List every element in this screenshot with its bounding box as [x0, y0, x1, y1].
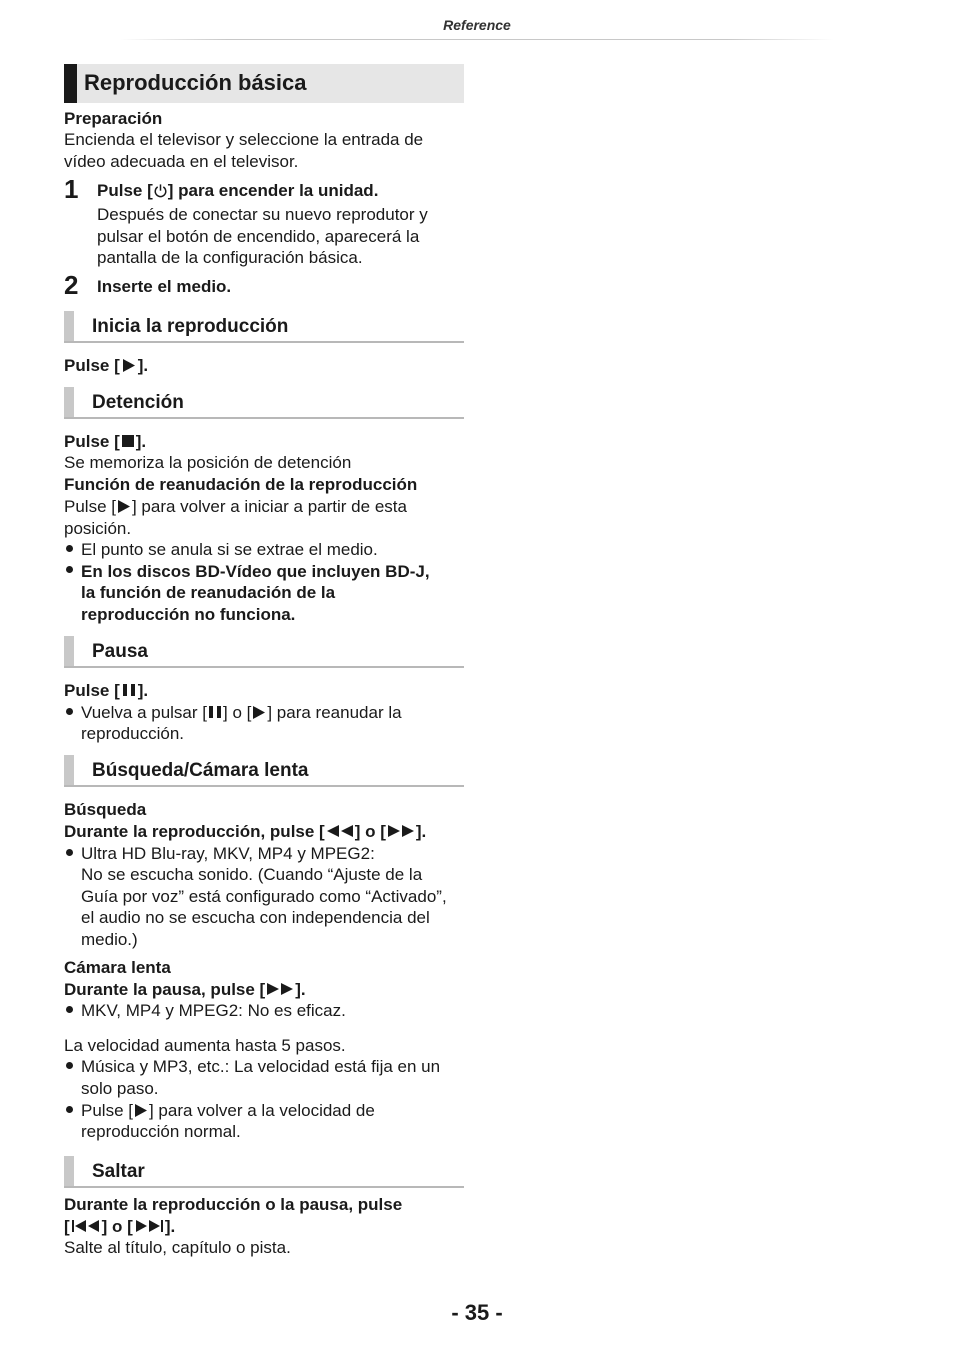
skip-forward-icon — [134, 1220, 164, 1232]
camara-bullet-1: MKV, MP4 y MPEG2: No es eficaz. — [81, 1001, 346, 1020]
busqueda-bullet-line-5: medio.) — [81, 930, 138, 949]
pausa-bullet-a: Vuelva a pulsar [ — [81, 703, 207, 722]
pausa-bullet-line-2: reproducción. — [81, 724, 185, 743]
saltar-line-2-c: ]. — [164, 1217, 176, 1236]
speed-bullet-2-line-1 — [81, 1100, 471, 1122]
header-reference: Reference — [443, 17, 511, 33]
detencion-bullet-2-line-1: En los discos BD-Vídeo que incluyen BD-J, — [81, 562, 430, 581]
busqueda-heading-bar — [64, 755, 74, 787]
detencion-bullet-2-line-2: la función de reanudación de la — [81, 583, 336, 602]
detencion-pulse-a: Pulse [ — [64, 432, 120, 451]
header-rule — [120, 39, 834, 40]
detencion-resume-line-1 — [64, 496, 464, 518]
busqueda-heading-rule — [64, 785, 464, 787]
bullet-dot — [66, 1062, 73, 1069]
camara-lenta-instruction — [64, 979, 464, 1001]
step-2-title: Inserte el medio. — [97, 277, 232, 296]
step-1-number: 1 — [64, 174, 79, 204]
prep-heading: Preparación — [64, 109, 163, 128]
detencion-heading: Detención — [92, 392, 184, 413]
busqueda-bullet-line-1: Ultra HD Blu-ray, MKV, MP4 y MPEG2: — [81, 844, 375, 863]
pausa-pulse-b: ]. — [137, 681, 149, 700]
section-title: Reproducción básica — [84, 70, 307, 95]
detencion-resume-b: ] para volver a iniciar a partir de esta — [131, 497, 407, 516]
bullet-dot — [66, 1106, 73, 1113]
inicia-heading: Inicia la reproducción — [92, 316, 289, 337]
saltar-line-2-b: ] o [ — [101, 1217, 133, 1236]
detencion-func-heading: Función de reanudación de la reproducción — [64, 475, 418, 494]
busqueda-bullet-line-4: el audio no se escucha con independencia del — [81, 908, 430, 927]
saltar-line-2 — [64, 1216, 464, 1238]
speed-bullet-2-b: ] para volver a la velocidad de — [148, 1101, 375, 1120]
busqueda-subheading: Búsqueda — [64, 800, 147, 819]
pause-icon — [122, 684, 136, 696]
play-icon — [252, 706, 266, 719]
detencion-heading-rule — [64, 417, 464, 419]
pausa-heading-rule — [64, 666, 464, 668]
step-1-desc-3: pantalla de la configuración básica. — [97, 248, 363, 267]
busqueda-during-a: Durante la reproducción, pulse [ — [64, 822, 325, 841]
saltar-line-3: Salte al título, capítulo o pista. — [64, 1238, 291, 1257]
pausa-bullet-b: ] o [ — [223, 703, 252, 722]
pause-icon — [208, 706, 222, 718]
saltar-line-2-a: [ — [64, 1217, 70, 1236]
step-1-desc-2: pulsar el botón de encendido, aparecerá la — [97, 227, 420, 246]
play-icon — [122, 359, 136, 372]
bullet-dot — [66, 849, 73, 856]
bullet-dot — [66, 566, 73, 573]
detencion-resume-line-2: posición. — [64, 519, 132, 538]
pausa-heading-bar — [64, 636, 74, 668]
inicia-pulse-b: ]. — [137, 356, 149, 375]
busqueda-instruction — [64, 821, 464, 843]
detencion-pulse-b: ]. — [135, 432, 147, 451]
speed-bullet-2-line-2: reproducción normal. — [81, 1122, 241, 1141]
power-icon — [153, 183, 168, 198]
step-1-desc-1: Después de conectar su nuevo reprodutor y — [97, 205, 428, 224]
pausa-bullet-c: ] para reanudar la — [267, 703, 402, 722]
busqueda-bullet-line-2: No se escucha sonido. (Cuando “Ajuste de la — [81, 865, 423, 884]
step-1-title-b: ] para encender la unidad. — [167, 181, 379, 200]
play-icon — [117, 500, 131, 513]
speed-note: La velocidad aumenta hasta 5 pasos. — [64, 1036, 346, 1055]
step-1-title-a: Pulse [ — [97, 181, 153, 200]
section-title-bar — [64, 64, 77, 103]
detencion-memo: Se memoriza la posición de detención — [64, 453, 352, 472]
detencion-resume-a: Pulse [ — [64, 497, 116, 516]
saltar-heading: Saltar — [92, 1161, 145, 1182]
prep-line-1: Encienda el televisor y seleccione la entrada de — [64, 130, 424, 149]
speed-bullet-2-a: Pulse [ — [81, 1101, 133, 1120]
prep-line-2: vídeo adecuada en el televisor. — [64, 152, 299, 171]
saltar-heading-rule — [64, 1186, 464, 1188]
busqueda-during-b: ] o [ — [354, 822, 386, 841]
pausa-instruction — [64, 680, 464, 702]
skip-back-icon — [71, 1220, 101, 1232]
fast-forward-icon — [387, 825, 415, 837]
bullet-dot — [66, 1006, 73, 1013]
inicia-pulse-a: Pulse [ — [64, 356, 120, 375]
stop-icon — [122, 435, 134, 447]
pausa-bullet-line-1 — [81, 702, 466, 724]
detencion-instruction — [64, 431, 464, 453]
inicia-instruction — [64, 355, 464, 377]
saltar-heading-bar — [64, 1156, 74, 1188]
camara-lenta-subheading: Cámara lenta — [64, 958, 171, 977]
speed-bullet-1-line-1: Música y MP3, etc.: La velocidad está fija en un — [81, 1057, 441, 1076]
step-1-title — [97, 180, 467, 202]
rewind-icon — [326, 825, 354, 837]
pausa-pulse-a: Pulse [ — [64, 681, 120, 700]
busqueda-during-c: ]. — [415, 822, 427, 841]
detencion-bullet-1: El punto se anula si se extrae el medio. — [81, 540, 378, 559]
saltar-line-1: Durante la reproducción o la pausa, pulse — [64, 1195, 403, 1214]
pausa-heading: Pausa — [92, 641, 148, 662]
play-icon — [134, 1104, 148, 1117]
busqueda-bullet-line-3: Guía por voz” está configurado como “Activado”, — [81, 887, 447, 906]
fast-forward-icon — [266, 983, 294, 995]
speed-bullet-1-line-2: solo paso. — [81, 1079, 159, 1098]
inicia-heading-rule — [64, 341, 464, 343]
detencion-bullet-2-line-3: reproducción no funciona. — [81, 605, 296, 624]
camara-pause-b: ]. — [295, 980, 306, 999]
bullet-dot — [66, 708, 73, 715]
detencion-heading-bar — [64, 387, 74, 419]
camara-pause-a: Durante la pausa, pulse [ — [64, 980, 266, 999]
bullet-dot — [66, 545, 73, 552]
busqueda-heading: Búsqueda/Cámara lenta — [92, 760, 309, 781]
page-number: - 35 - — [451, 1300, 503, 1325]
step-2-number: 2 — [64, 270, 79, 300]
inicia-heading-bar — [64, 311, 74, 343]
